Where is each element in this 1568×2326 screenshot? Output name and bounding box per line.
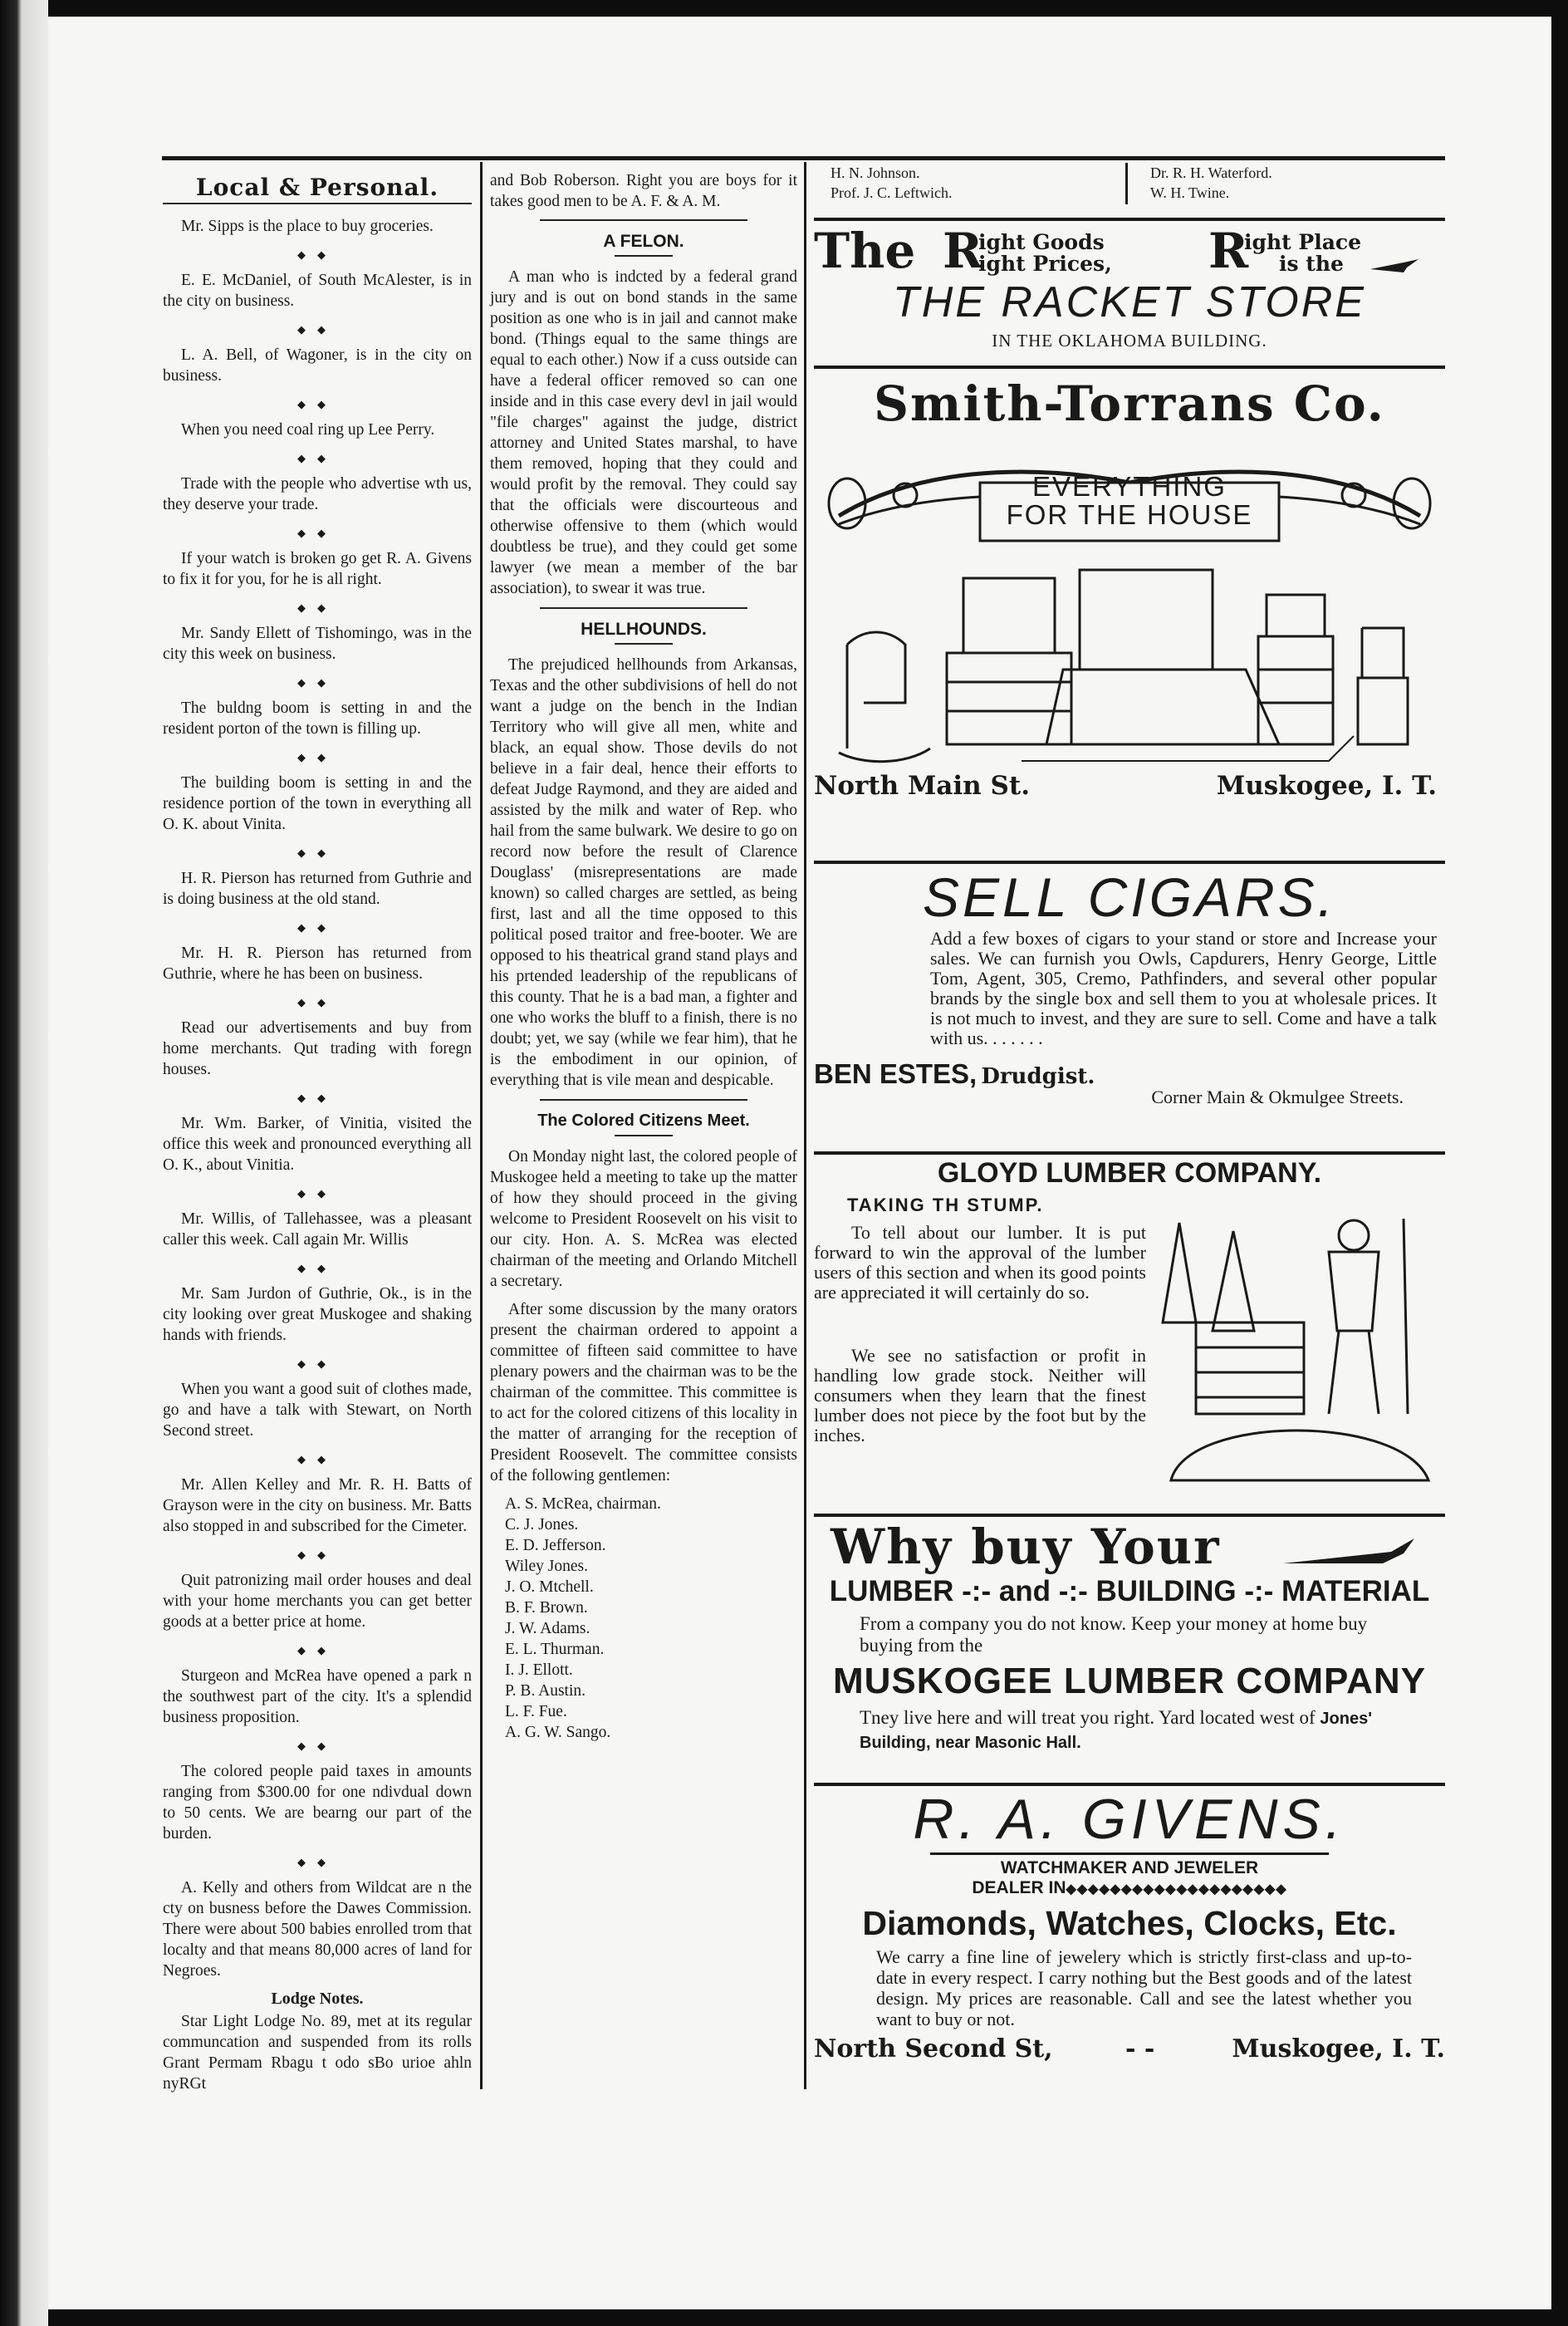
editorial-column (490, 170, 797, 1743)
news-item: Mr. Sipps is the place to buy groceries. (181, 218, 434, 235)
contacts-left (831, 163, 952, 203)
gloyd-paragraph-1: To tell about our lumber. It is put forward to win the approval of the lumber users of this section and when its good points are appreciated it will certainly do so. (814, 1222, 1146, 1303)
news-item: Mr. Willis, of Tallehassee, was a pleasant caller this week. Call again Mr. Willis (163, 1210, 472, 1249)
hellhounds-article: The prejudiced hellhounds from Arkansas, Texas and the other subdivisions of hell do not want a judge on the bench in the Indian Territory who will give all men, white and black, an equal show. Those devils do not believe in a fair deal, hence their efforts to defeat Judge Raymond, and they are aided and assisted by the milk and water of Rep. who hail from the same bulwark. We desire to go on record now before the result of Clarence Douglass' (misrepresentations are made known) so called charges are settled, as being first, last and all the time opposed to this political posed traitor and free-booter. We are opposed to his theatrical grand stand plays and his prtended leadership of the republicans of this county. That he is a bad man, a fighter and one who works the bluff to a finish, there is no doubt; yet, we say (while we fear him), that he is the embodiment in our opinion, of everything that is vile mean and despicable. (490, 656, 797, 1089)
diamond-separator: ◆◆ (297, 601, 337, 614)
smith-torrans-name: Smith-Torrans Co. (874, 375, 1385, 432)
committee-member: A. G. W. Sango. (505, 1724, 611, 1741)
ad-border (814, 861, 1445, 864)
committee-member: J. O. Mtchell. (505, 1578, 594, 1596)
lumber-materials-line: LUMBER -:- and -:- BUILDING -:- MATERIAL (829, 1575, 1430, 1607)
news-item: H. R. Pierson has returned from Guthrie and is doing business at the old stand. (163, 870, 472, 908)
right-goods: ight Goods (978, 230, 1105, 254)
diamond-separator: ◆◆ (297, 1740, 337, 1752)
heading-underline (615, 643, 673, 645)
big-r: R (943, 223, 983, 279)
citizens-meet-article: After some discussion by the many orators present the chairman ordered to appoint a committee of fifteen said committee to have plenary powers and the chairman was to be the chairman of the committee. This committee is to act for the colored citizens of this locality in the matter of arranging for the reception of President Roosevelt. The committee consists of the following gentlemen: (490, 1301, 797, 1484)
committee-member: J. W. Adams. (505, 1620, 590, 1637)
banner-text-2: FOR THE HOUSE (1006, 499, 1253, 530)
muskogee-tail-text: Tney live here and will treat you right. Yard located west of (860, 1707, 1316, 1728)
news-item: Mr. H. R. Pierson has returned from Guthrie, where he has been on business. (163, 945, 472, 983)
contacts-divider (1125, 163, 1128, 204)
news-item: Read our advertisements and buy from home merchants. Qut trading with foregn houses. (163, 1019, 472, 1078)
ben-estes-address: Corner Main & Okmulgee Streets. (1151, 1087, 1404, 1107)
contact-name: H. N. Johnson. (831, 164, 920, 181)
big-r: R (1208, 223, 1249, 279)
page-spine (0, 0, 48, 2326)
right-prices: ight Prices, (978, 252, 1112, 276)
committee-member: E. D. Jefferson. (505, 1537, 606, 1554)
heading-rule (163, 203, 472, 204)
citizens-meet-heading: The Colored Citizens Meet. (537, 1111, 750, 1130)
ad-border (814, 366, 1445, 369)
felon-article: A man who is indcted by a federal grand jury and is out on bond stands in the same position as one who is in jail and cannot make bond. (Things equal to the same things are equal to each other.) Now if a cuss outside can have a federal officer removed so can one inside and in this case every devl in jail would "file charges" against the judge, district attorney and United States marshal, to have them removed, hoping that they could and would profit by the removal. They could say that the officials were discourteous and otherwise offensive to them (which would doubtless be true), and they could get some lawyer (we mean a member of the bar association), to swear it was true. (490, 268, 797, 597)
lumberman-on-stump-illustration (1154, 1206, 1437, 1497)
lumberman-body-icon (1329, 1252, 1379, 1331)
pointing-hand-icon (1283, 1537, 1416, 1567)
news-item: Mr. Wm. Barker, of Vinitia, visited the office this week and pronounced everything all O. K., about Vinitia. (163, 1115, 472, 1174)
committee-member: B. F. Brown. (505, 1599, 588, 1617)
diamond-separator: ◆◆ (297, 248, 337, 261)
the-word: The (814, 223, 916, 279)
section-rule (540, 219, 747, 221)
news-item: If your watch is broken go get R. A. Givens to fix it for you, for he is all right. (163, 550, 472, 588)
ad-border (814, 218, 1445, 221)
committee-member: I. J. Ellott. (505, 1661, 573, 1679)
druggist-title: Drudgist. (981, 1064, 1095, 1089)
section-heading: Local & Personal. (195, 174, 439, 201)
committee-member: Wiley Jones. (505, 1558, 588, 1575)
lumber-stack-icon (1196, 1322, 1304, 1414)
dresser-mirror-icon (963, 578, 1055, 653)
diamond-separator: ◆◆ (297, 398, 337, 410)
sell-cigars-body: Add a few boxes of cigars to your stand or store and Increase your sales. We can furnish you Owls, Capdurers, Henry George, Little Tom, Agent, 305, Cremo, Pathfinders, and several other popular brands by the single box and sell them to you at wholesale prices. It is not much to invest, and they are sure to sell. Come and have a talk with us. . . . . . . (930, 928, 1437, 1048)
section-rule (540, 607, 747, 609)
diamond-separator: ◆◆ (297, 1187, 337, 1200)
news-item: L. A. Bell, of Wagoner, is in the city on business. (163, 346, 472, 385)
diamond-separator: ◆◆ (297, 921, 337, 934)
contact-name: Dr. R. H. Waterford. (1150, 164, 1272, 181)
diamond-separator: ◆◆ (297, 1548, 337, 1561)
diamond-separator: ◆◆ (297, 452, 337, 464)
mirror-icon (1267, 595, 1325, 636)
muskogee-tail (860, 1706, 1428, 1754)
dresser-icon (947, 653, 1071, 744)
diamond-separator: ◆◆ (297, 1357, 337, 1370)
news-item: The colored people paid taxes in amounts ranging from $300.00 for one ndivdual down to 50 cents. We are bearng our part of the burden. (163, 1763, 472, 1843)
column-divider-2 (804, 162, 806, 2089)
news-item: Sturgeon and McRea have opened a park n the southwest part of the city. It's a splendid business proposition. (163, 1667, 472, 1726)
committee-member: C. J. Jones. (505, 1516, 579, 1533)
citizens-meet-article: On Monday night last, the colored people of Muskogee held a meeting to take up the matter of how they should proceed in the giving welcome to President Roosevelt on his visit to our city. Hon. A. S. McRea was elected chairman of the meeting and Orlando Mitchell a secretary. (490, 1148, 797, 1290)
why-buy-headline: Why buy Your (831, 1519, 1221, 1575)
news-item: The buldng boom is setting in and the resident porton of the town is filling up. (163, 699, 472, 738)
news-item: Mr. Allen Kelley and Mr. R. H. Batts of Grayson were in the city on business. Mr. Batts also stopped in and subscribed for the Cimeter. (163, 1476, 472, 1535)
muskogee-company-name: MUSKOGEE LUMBER COMPANY (833, 1661, 1426, 1701)
contact-name: Prof. J. C. Leftwich. (831, 184, 953, 201)
column-divider-1 (480, 162, 483, 2089)
washstand-icon (1258, 636, 1333, 744)
bedroom-furniture-illustration (814, 545, 1445, 769)
givens-goods: Diamonds, Watches, Clocks, Etc. (862, 1904, 1397, 1942)
diamond-separator: ◆◆ (297, 1262, 337, 1274)
news-item: Mr. Sandy Ellett of Tishomingo, was in the city this week on business. (163, 625, 472, 663)
news-item: E. E. McDaniel, of South McAlester, is in the city on business. (163, 272, 472, 310)
sell-cigars-ad (814, 866, 1445, 1148)
ben-estes-name: BEN ESTES, (814, 1058, 978, 1089)
lodge-notes-text: Star Light Lodge No. 89, met at its regular communcation and suspended from its rolls Grant Permam Rbagu t odo sBo urioe ahln nyRGt (163, 2013, 472, 2093)
is-the: is the (1279, 252, 1344, 276)
axe-handle-icon (1404, 1219, 1408, 1414)
diamond-separator: ◆◆ (297, 1644, 337, 1656)
givens-body: We carry a fine line of jewelery which is strictly first-class and up-to-date in every respect. I carry nothing but the Best goods and of the latest design. My prices are reasonable. Call and see the latest whether you want to buy or not. (876, 1946, 1412, 2029)
news-item: A. Kelly and others from Wildcat are n the cty on busness before the Dawes Commission. There were about 500 babies enrolled trom that localty and that means 80,000 acres of land for Negroes. (163, 1879, 472, 1980)
banner-text-1: EVERYTHING (1032, 471, 1227, 502)
givens-city: Muskogee, I. T. (1232, 2034, 1445, 2063)
smith-torrans-ad (814, 374, 1445, 856)
towel-rack-icon (1362, 628, 1404, 678)
diamond-separator: ◆◆ (297, 527, 337, 539)
diamond-separator: ◆◆ (297, 996, 337, 1008)
heading-underline (615, 255, 673, 257)
news-item: When you need coal ring up Lee Perry. (181, 421, 435, 439)
dealer-in-text: DEALER IN (972, 1878, 1066, 1897)
givens-jeweler-ad (814, 1786, 1445, 2093)
givens-name: R. A. GIVENS. (913, 1788, 1346, 1851)
committee-member: E. L. Thurman. (505, 1641, 605, 1658)
tree-icon (1213, 1231, 1254, 1331)
rocking-chair-icon (847, 632, 905, 748)
committee-member: L. F. Fue. (505, 1703, 567, 1720)
news-item: Mr. Sam Jurdon of Guthrie, Ok., is in the city looking over great Muskogee and shaking hands with friends. (163, 1285, 472, 1344)
heading-rule (930, 1852, 1329, 1855)
dealer-line (814, 1878, 1445, 1900)
lodge-notes-heading: Lodge Notes. (271, 1990, 364, 2008)
gloyd-subtitle: TAKING TH STUMP. (847, 1195, 1044, 1215)
news-item: When you want a good suit of clothes made, go and have a talk with Stewart, on North Second street. (163, 1381, 472, 1440)
muskogee-lumber-ad (814, 1519, 1445, 1784)
committee-member: A. S. McRea, chairman. (505, 1495, 661, 1513)
right-place: ight Place (1244, 230, 1362, 254)
local-personal-column (163, 170, 472, 2102)
ad-border (814, 1151, 1445, 1155)
diamond-separator: ◆◆ (297, 1453, 337, 1465)
committee-member: P. B. Austin. (505, 1682, 586, 1700)
racket-store-ad (814, 224, 1445, 357)
tree-stump-icon (1171, 1430, 1428, 1480)
header-rule (162, 156, 1445, 160)
address-separator: - - (1125, 2034, 1155, 2063)
heading-underline (615, 1135, 673, 1136)
hellhounds-heading: HELLHOUNDS. (581, 620, 707, 639)
lumberman-head-icon (1339, 1220, 1369, 1250)
diamond-separator: ◆◆ (297, 751, 337, 763)
smith-city: Muskogee, I. T. (1216, 771, 1437, 801)
gloyd-title: GLOYD LUMBER COMPANY. (937, 1157, 1322, 1189)
contacts-right (1150, 163, 1272, 203)
smith-street: North Main St. (814, 771, 1031, 801)
ad-border (814, 1514, 1445, 1517)
bed-headboard-icon (1080, 570, 1213, 670)
tree-icon (1163, 1223, 1196, 1322)
pointing-hand-icon (1370, 258, 1420, 274)
contact-name: W. H. Twine. (1150, 184, 1230, 201)
gloyd-paragraph-2: We see no satisfaction or profit in handling low grade stock. Neither will consumers when they learn that the finest lumber does not piece by the foot but by the inches. (814, 1345, 1146, 1445)
sell-cigars-title: SELL CIGARS. (923, 866, 1336, 928)
racket-store-location: IN THE OKLAHOMA BUILDING. (992, 331, 1267, 351)
continued-text: and Bob Roberson. Right you are boys for it takes good men to be A. F. & A. M. (490, 172, 797, 210)
gloyd-lumber-ad (814, 1156, 1445, 1505)
muskogee-location: Jones' Building, near Masonic Hall. (860, 1710, 1372, 1752)
news-item: Quit patronizing mail order houses and deal with your home merchants you can get better goods at a better price at home. (163, 1572, 472, 1631)
felon-heading: A FELON. (603, 232, 684, 251)
diamond-separator: ◆◆ (297, 846, 337, 859)
watchmaker-line: WATCHMAKER AND JEWELER (1000, 1858, 1259, 1877)
news-item: The building boom is setting in and the residence portion of the town in everything all O. K. about Vinita. (163, 774, 472, 833)
diamond-separator: ◆◆ (297, 676, 337, 689)
diamond-row-ornament: ◆◆◆◆◆◆◆◆◆◆◆◆◆◆◆◆◆◆◆◆ (1066, 1882, 1287, 1897)
muskogee-body: From a company you do not know. Keep your money at home buy buying from the (860, 1613, 1368, 1656)
racket-store-name: THE RACKET STORE (892, 278, 1366, 326)
news-item: Trade with the people who advertise wth us, they deserve your trade. (163, 475, 472, 513)
givens-street: North Second St, (814, 2034, 1053, 2063)
diamond-separator: ◆◆ (297, 1092, 337, 1104)
diamond-separator: ◆◆ (297, 1856, 337, 1868)
diamond-separator: ◆◆ (297, 323, 337, 336)
section-rule (540, 1099, 747, 1101)
bed-icon (1046, 670, 1279, 744)
